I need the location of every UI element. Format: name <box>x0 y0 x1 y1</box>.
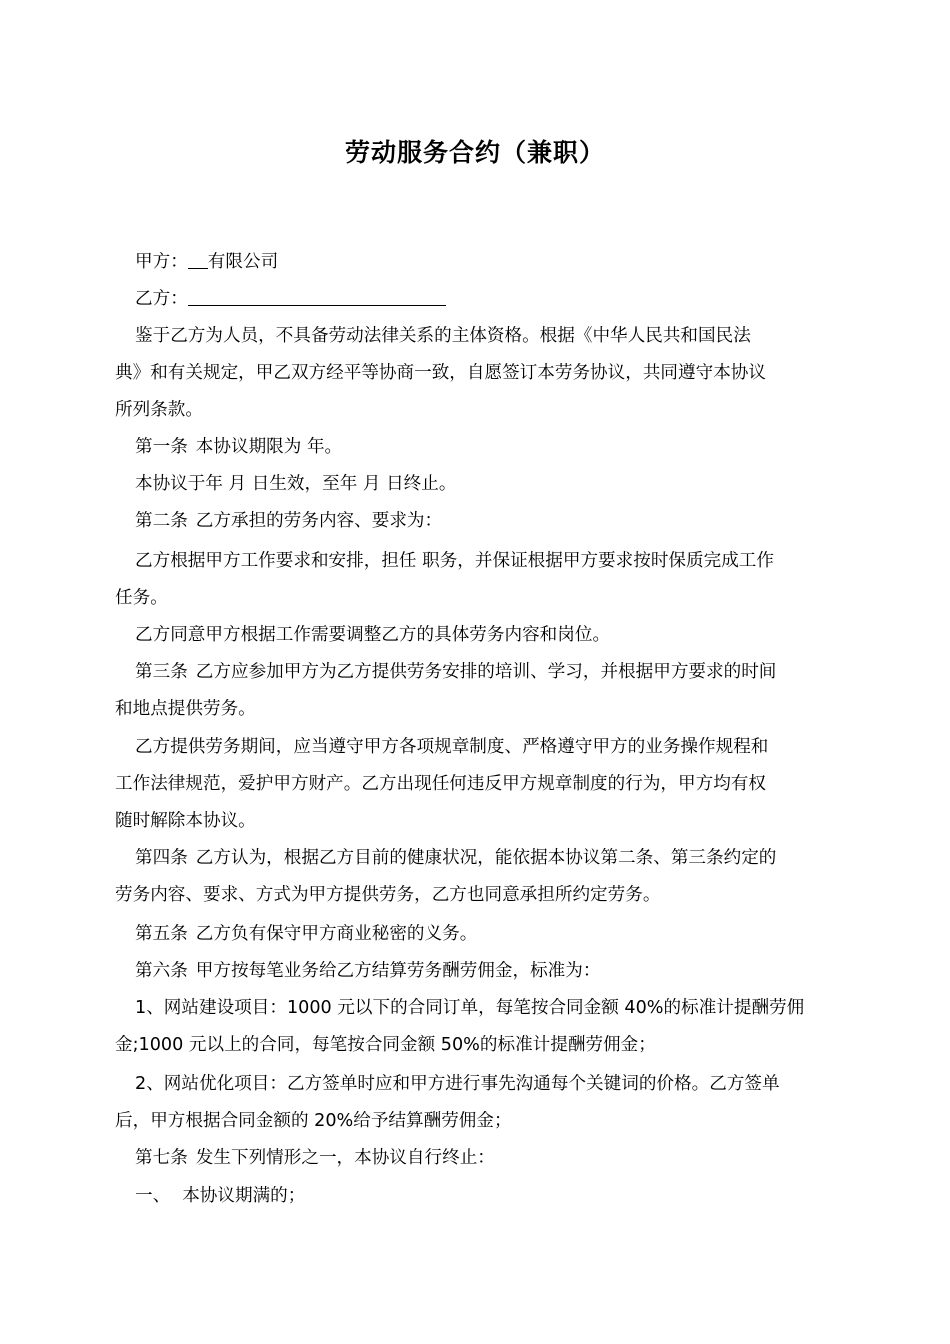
article-4 <box>115 840 840 877</box>
article-7-text: 发生下列情形之一，本协议自行终止： <box>195 1148 495 1168</box>
article-3-text: 乙方应参加甲方为乙方提供劳务安排的培训、学习，并根据甲方要求的时间 <box>195 662 777 682</box>
article-3-paragraph-line: 随时解除本协议。 <box>115 811 256 831</box>
article-2-paragraph-line: 乙方根据甲方工作要求和安排，担任 职务，并保证根据甲方要求按时保质完成工作 <box>135 551 774 571</box>
article-4-heading: 第四条 <box>135 848 188 868</box>
article-7-heading: 第七条 <box>135 1148 188 1168</box>
article-2 <box>115 503 840 540</box>
article-5 <box>115 916 840 953</box>
article-6-text: 甲方按每笔业务给乙方结算劳务酬劳佣金，标准为： <box>195 961 601 981</box>
article-3-line: 和地点提供劳务。 <box>115 699 256 719</box>
article-3 <box>115 654 840 691</box>
article-5-heading: 第五条 <box>135 924 188 944</box>
article-3-paragraph-line: 工作法律规范，爱护甲方财产。乙方出现任何违反甲方规章制度的行为，甲方均有权 <box>115 774 766 794</box>
preamble-line: 典》和有关规定，甲乙双方经平等协商一致，自愿签订本劳务协议，共同遵守本协议 <box>115 363 766 383</box>
party-b-blank <box>188 285 446 306</box>
article-7-item-1 <box>115 1178 840 1215</box>
party-a-label: 甲方： <box>135 252 188 272</box>
article-4-line: 劳务内容、要求、方式为甲方提供劳务，乙方也同意承担所约定劳务。 <box>115 885 661 905</box>
article-4-text: 乙方认为，根据乙方目前的健康状况，能依据本协议第二条、第三条约定的 <box>195 848 777 868</box>
article-6-item-1-line: 金;1000 元以上的合同，每笔按合同金额 50%的标准计提酬劳佣金； <box>115 1035 656 1055</box>
page-title: 劳动服务合约（兼职） <box>344 138 605 167</box>
article-6-heading: 第六条 <box>135 961 188 981</box>
article-6 <box>115 953 840 990</box>
article-6-item-1-line: 1、网站建设项目：1000 元以下的合同订单，每笔按合同金额 40%的标准计提酬劳佣 <box>135 998 805 1018</box>
article-6-item-2-line: 后，甲方根据合同金额的 20%给予结算酬劳佣金； <box>115 1111 512 1131</box>
party-a-blank <box>188 248 208 269</box>
party-b-line <box>115 281 840 318</box>
article-2-text: 乙方承担的劳务内容、要求为： <box>195 511 443 531</box>
article-1-heading: 第一条 <box>135 437 188 457</box>
article-2-paragraph-2: 乙方同意甲方根据工作需要调整乙方的具体劳务内容和岗位。 <box>135 625 611 645</box>
party-a-line <box>115 244 840 281</box>
article-1-text: 本协议期限为 年。 <box>195 437 343 457</box>
article-7 <box>115 1140 840 1177</box>
party-b-label: 乙方： <box>135 289 188 309</box>
preamble-line: 鉴于乙方为人员，不具备劳动法律关系的主体资格。根据《中华人民共和国民法 <box>135 326 751 346</box>
article-6-item-2-line: 2、网站优化项目：乙方签单时应和甲方进行事先沟通每个关键词的价格。乙方签单 <box>135 1074 780 1094</box>
article-5-text: 乙方负有保守甲方商业秘密的义务。 <box>195 924 478 944</box>
article-2-heading: 第二条 <box>135 511 188 531</box>
article-1-term: 本协议于年 月 日生效，至年 月 日终止。 <box>135 474 457 494</box>
preamble-line: 所列条款。 <box>115 400 203 420</box>
article-3-paragraph-line: 乙方提供劳务期间，应当遵守甲方各项规章制度、严格遵守甲方的业务操作规程和 <box>135 737 769 757</box>
party-a-name: 有限公司 <box>207 252 279 272</box>
article-7-item-1-text: 本协议期满的； <box>182 1186 306 1206</box>
article-1 <box>115 429 840 466</box>
article-2-paragraph-line: 任务。 <box>115 588 168 608</box>
article-3-heading: 第三条 <box>135 662 188 682</box>
article-7-item-1-marker: 一、 <box>135 1186 171 1206</box>
